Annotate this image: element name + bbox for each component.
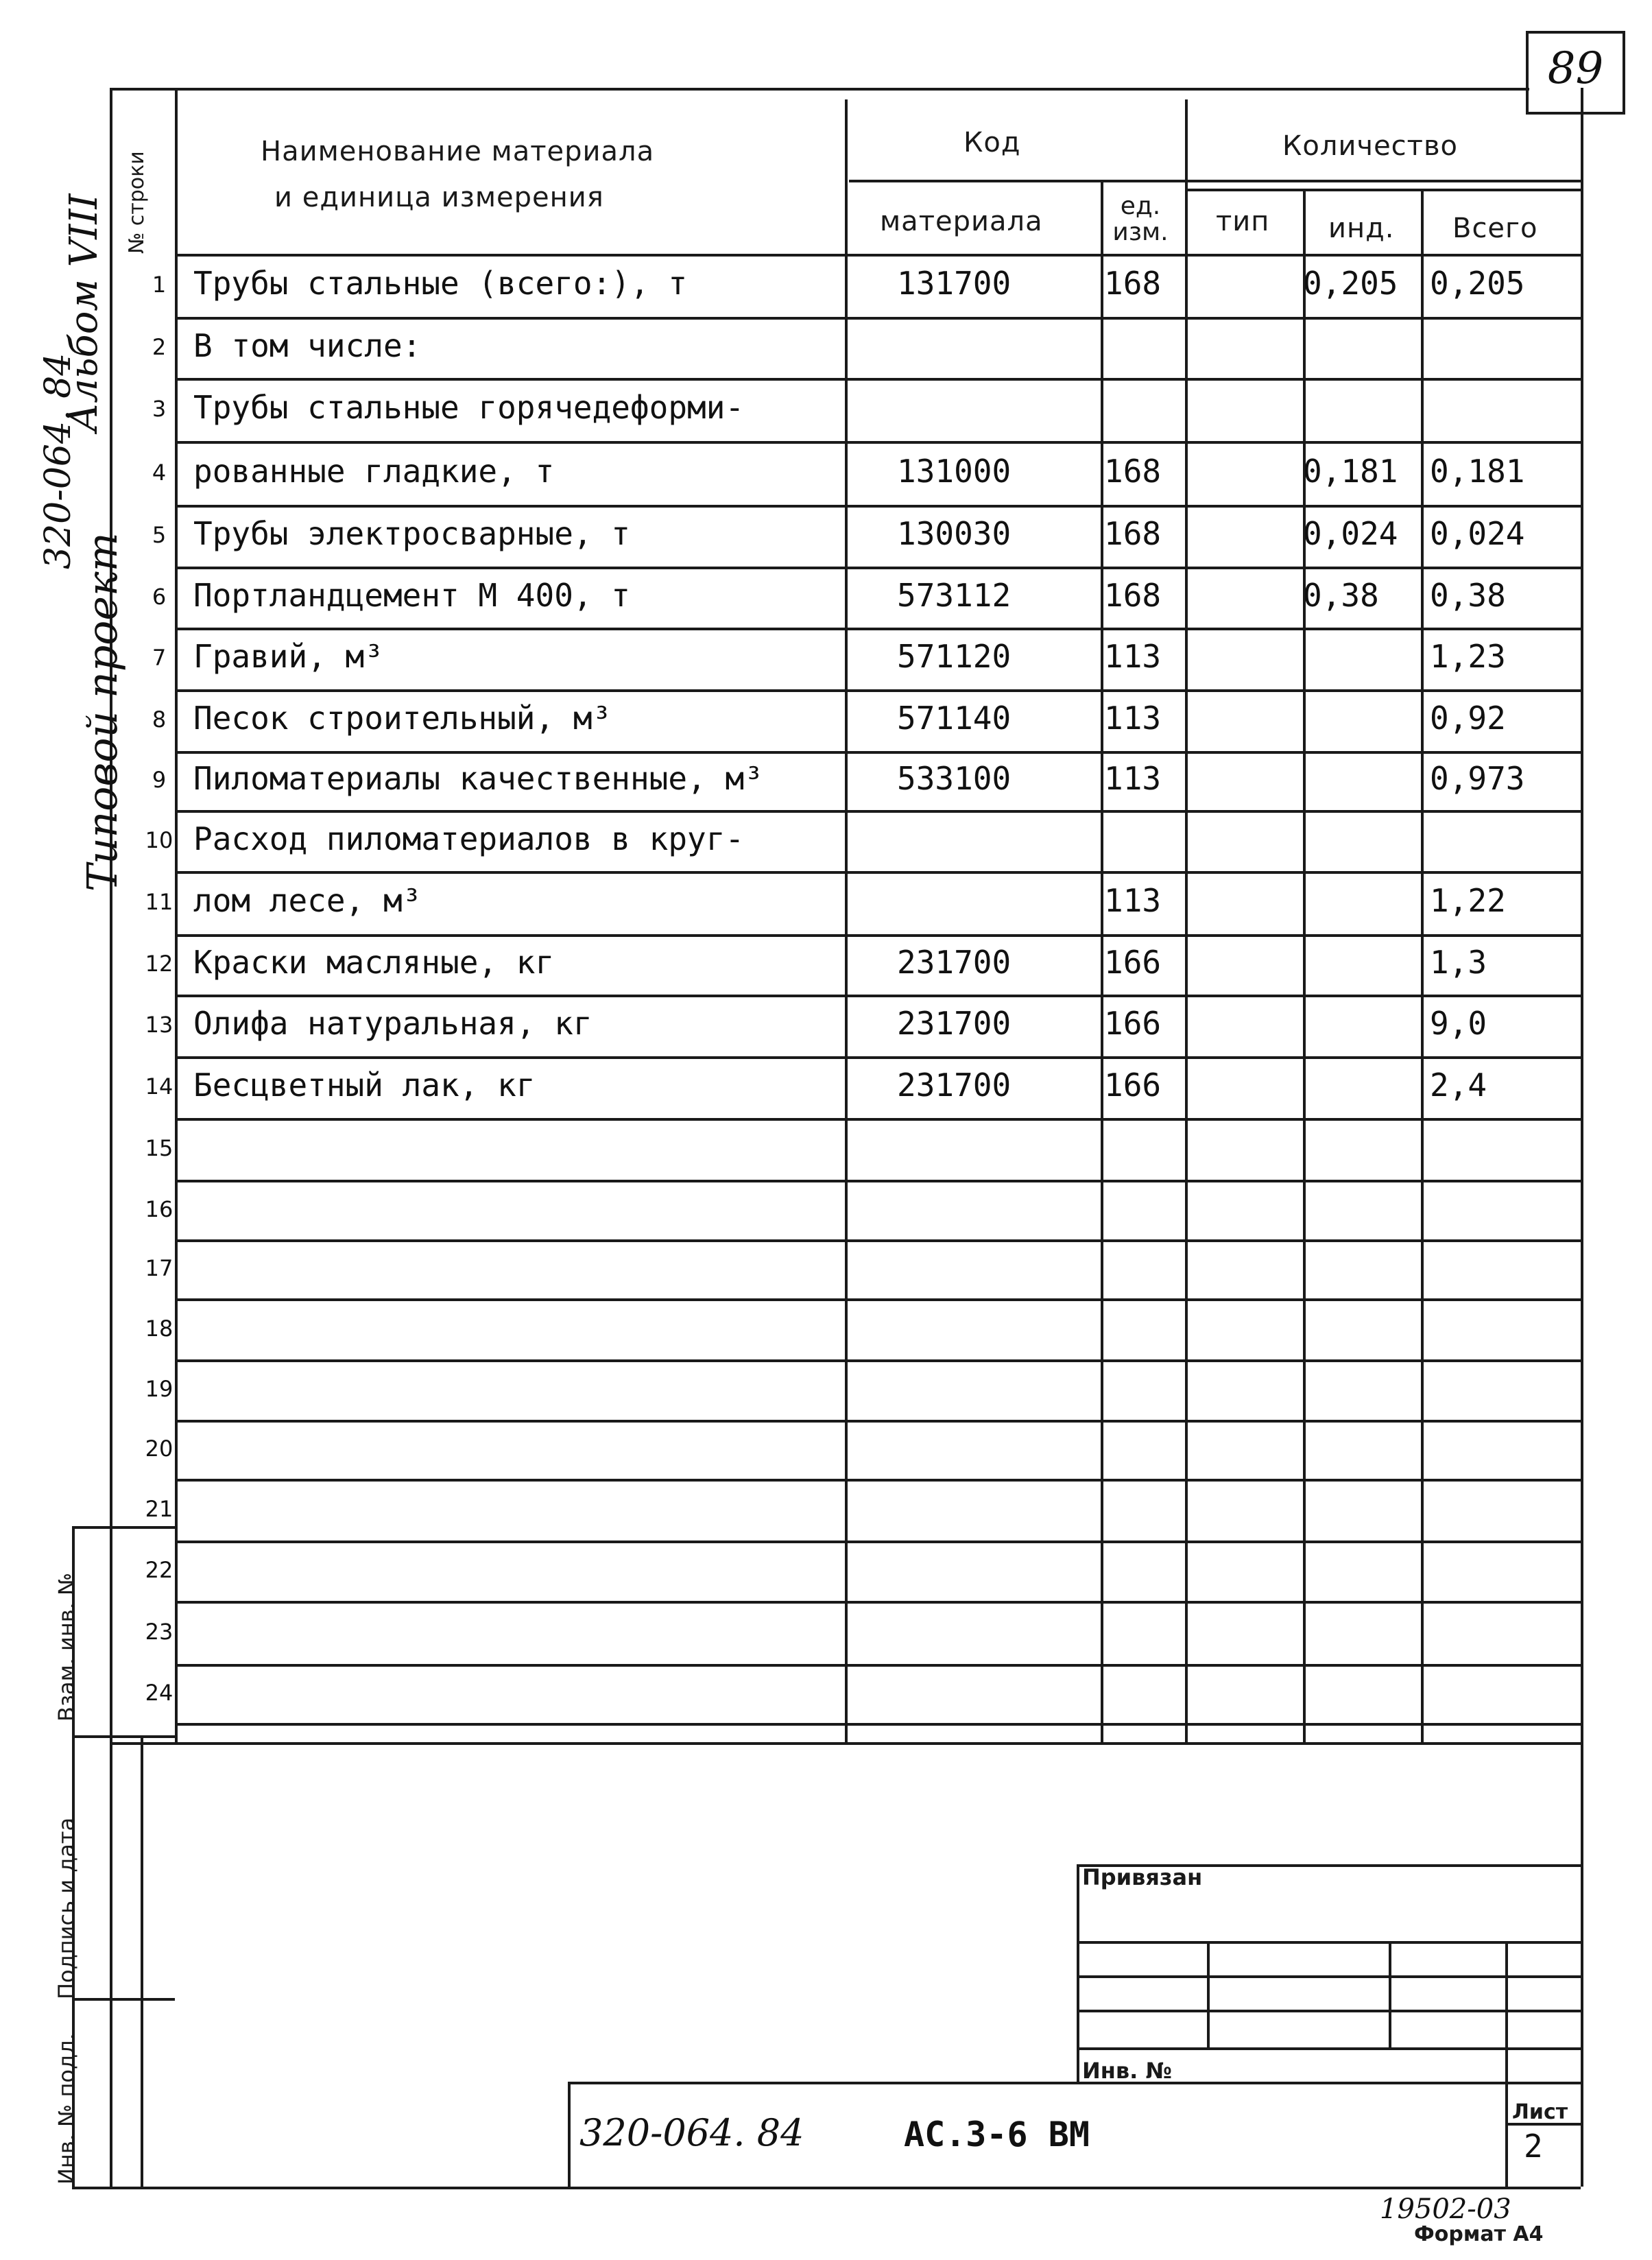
cell-n: 10 (145, 826, 173, 853)
cell-n: 5 (152, 522, 167, 548)
type-header: тип (1216, 206, 1270, 237)
cell-total: 0,181 (1430, 452, 1525, 490)
cell-code: 573112 (897, 576, 1011, 614)
cell-code: 131000 (897, 452, 1011, 490)
row-number-header: № строки (125, 151, 149, 254)
cell-name: Трубы стальные (всего:), т (193, 265, 688, 302)
cell-n: 19 (145, 1376, 173, 1402)
cell-code: 533100 (897, 760, 1011, 797)
cell-unit: 168 (1104, 515, 1162, 552)
privyazan-label: Привязан (1082, 1864, 1203, 1890)
table-row (130, 1298, 1581, 1359)
cell-unit: 168 (1104, 265, 1162, 302)
doc-code: АС.3-6 ВМ (904, 2115, 1090, 2154)
table-row (130, 1239, 1581, 1298)
inv-no-label: Инв. № (1082, 2058, 1172, 2084)
cell-n: 12 (145, 951, 173, 977)
cell-name: Трубы стальные горячедеформи- (193, 389, 745, 426)
project-type-note: Типовой проект (79, 532, 127, 892)
cell-n: 4 (152, 459, 167, 486)
doc-number: 320-064. 84 (579, 2111, 804, 2154)
cell-n: 13 (145, 1012, 173, 1038)
cell-code: 571120 (897, 638, 1011, 675)
unit-header-line1: ед. (1120, 192, 1161, 220)
cell-n: 8 (152, 706, 167, 733)
page-number: 89 (1547, 43, 1604, 94)
cell-n: 24 (145, 1680, 173, 1706)
cell-name: лом лесе, м³ (193, 882, 422, 919)
cell-ind: 0,181 (1303, 452, 1398, 490)
cell-total: 2,4 (1430, 1067, 1487, 1104)
cell-ind: 0,205 (1303, 265, 1398, 302)
cell-name: Трубы электросварные, т (193, 515, 630, 552)
cell-n: 14 (145, 1073, 173, 1099)
page-number-box (1526, 31, 1625, 115)
cell-n: 22 (145, 1557, 173, 1583)
cell-n: 16 (145, 1196, 173, 1222)
cell-name: Портландцемент М 400, т (193, 576, 630, 614)
cell-ind: 0,024 (1303, 515, 1398, 552)
ind-header: инд. (1328, 213, 1395, 244)
table-row (130, 1180, 1581, 1239)
format-label: Формат А4 (1414, 2222, 1544, 2246)
cell-total: 0,38 (1430, 576, 1506, 614)
cell-n: 6 (152, 583, 167, 610)
cell-total: 1,23 (1430, 638, 1506, 675)
table-row (130, 1479, 1581, 1541)
cell-name: Расход пиломатериалов в круг- (193, 820, 745, 857)
quantity-group-header: Количество (1282, 130, 1459, 162)
cell-unit: 166 (1104, 1067, 1162, 1104)
cell-n: 11 (145, 889, 173, 915)
sheet-number: 2 (1524, 2128, 1543, 2165)
cell-total: 1,22 (1430, 882, 1506, 919)
cell-total: 0,92 (1430, 700, 1506, 737)
total-header: Всего (1452, 213, 1538, 244)
cell-unit: 166 (1104, 1005, 1162, 1042)
album-note: Альбом VIII (62, 193, 106, 432)
name-header-line2: и единица измерения (274, 182, 604, 213)
cell-unit: 113 (1104, 882, 1162, 919)
cell-unit: 113 (1104, 638, 1162, 675)
cell-n: 15 (145, 1135, 173, 1161)
cell-n: 17 (145, 1255, 173, 1281)
cell-code: 231700 (897, 1005, 1011, 1042)
sheet-label: Лист (1512, 2100, 1568, 2124)
cell-name: Пиломатериалы качественные, м³ (193, 760, 763, 797)
table-row (130, 1541, 1581, 1601)
cell-unit: 166 (1104, 944, 1162, 981)
cell-n: 18 (145, 1315, 173, 1342)
cell-ind: 0,38 (1303, 576, 1379, 614)
table-row (130, 1118, 1581, 1180)
signature-date-label: Подпись и дата (53, 1817, 80, 1999)
unit-header-line2: изм. (1112, 218, 1169, 246)
table-row (130, 1420, 1581, 1479)
table-row (130, 1664, 1581, 1723)
material-code-header: материала (880, 206, 1043, 237)
cell-n: 21 (145, 1496, 173, 1522)
cell-name: рованные гладкие, т (193, 452, 555, 490)
cell-total: 9,0 (1430, 1005, 1487, 1042)
cell-code: 571140 (897, 700, 1011, 737)
cell-name: Бесцветный лак, кг (193, 1067, 536, 1104)
table-row (130, 1359, 1581, 1420)
cell-unit: 113 (1104, 700, 1162, 737)
name-header-line1: Наименование материала (261, 136, 655, 167)
cell-name: Олифа натуральная, кг (193, 1005, 592, 1042)
cell-name: Краски масляные, кг (193, 944, 555, 981)
cell-code: 130030 (897, 515, 1011, 552)
cell-n: 20 (145, 1436, 173, 1462)
cell-code: 231700 (897, 944, 1011, 981)
cell-name: В том числе: (193, 326, 422, 364)
code-group-header: Код (963, 127, 1021, 158)
cell-total: 0,973 (1430, 760, 1525, 797)
project-code-note: 320-064. 84 (38, 353, 79, 569)
cell-n: 1 (152, 272, 167, 298)
table-row (130, 1601, 1581, 1664)
cell-code: 231700 (897, 1067, 1011, 1104)
cell-unit: 168 (1104, 452, 1162, 490)
inv-podl-label: Инв. № подл. (53, 2033, 80, 2185)
cell-code: 131700 (897, 265, 1011, 302)
cell-unit: 113 (1104, 760, 1162, 797)
cell-n: 9 (152, 767, 167, 793)
vzam-inv-label: Взам. инв. № (53, 1572, 80, 1722)
cell-n: 3 (152, 396, 167, 422)
cell-total: 0,024 (1430, 515, 1525, 552)
cell-n: 23 (145, 1619, 173, 1645)
order-number: 19502-03 (1380, 2193, 1511, 2225)
cell-total: 0,205 (1430, 265, 1525, 302)
cell-name: Гравий, м³ (193, 638, 383, 675)
cell-n: 2 (152, 333, 167, 360)
cell-n: 7 (152, 645, 167, 671)
cell-name: Песок строительный, м³ (193, 700, 612, 737)
cell-total: 1,3 (1430, 944, 1487, 981)
cell-unit: 168 (1104, 576, 1162, 614)
